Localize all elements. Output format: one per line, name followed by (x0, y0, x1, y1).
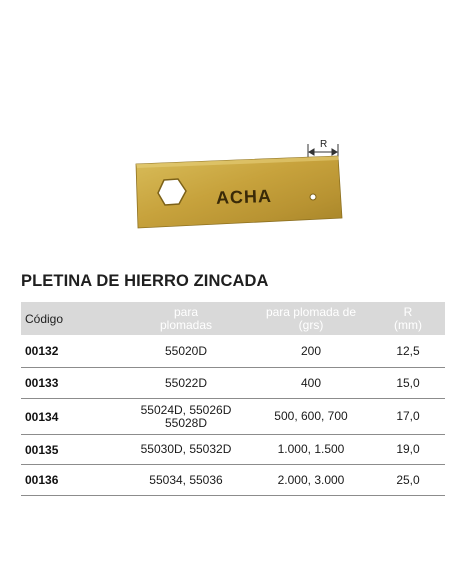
header-for-plumb: para plomadas (159, 304, 213, 332)
cell-weight: 400 (300, 375, 322, 390)
cell-r: 12,5 (396, 343, 420, 358)
cell-code: 00135 (25, 442, 59, 457)
table-row (21, 435, 445, 465)
brand-stamp: ACHA (215, 185, 273, 208)
cell-code: 00132 (25, 344, 59, 358)
table-row (21, 335, 445, 368)
cell-r: 15,0 (396, 375, 420, 390)
cell-weight: 1.000, 1.500 (277, 442, 345, 456)
cell-weight: 200 (300, 343, 322, 358)
cell-code: 00136 (25, 473, 59, 487)
cell-r: 17,0 (396, 409, 420, 423)
cell-weight: 2.000, 3.000 (277, 472, 345, 487)
table-header (21, 302, 445, 335)
product-image (130, 130, 345, 230)
page-title: PLETINA DE HIERRO ZINCADA (21, 272, 269, 290)
cell-r: 19,0 (396, 442, 420, 456)
table-row (21, 368, 445, 399)
cell-r: 25,0 (396, 472, 420, 487)
round-hole (310, 194, 316, 200)
cell-weight: 500, 600, 700 (274, 409, 348, 423)
table-row (21, 399, 445, 435)
cell-for-plumb: 55030D, 55032D (140, 442, 232, 456)
cell-for-plumb: 55020D (164, 343, 208, 358)
dimension-label: R (320, 139, 328, 150)
header-r: R (mm) (394, 304, 422, 332)
cell-for-plumb: 55024D, 55026D 55028D (140, 402, 232, 430)
cell-for-plumb: 55022D (164, 375, 208, 390)
header-code: Código (25, 311, 64, 326)
header-weight: para plomada de (grs) (265, 304, 357, 332)
cell-code: 00134 (25, 409, 59, 424)
spec-table (21, 302, 445, 496)
cell-for-plumb: 55034, 55036 (149, 472, 223, 487)
table-row (21, 465, 445, 496)
cell-code: 00133 (25, 376, 59, 390)
